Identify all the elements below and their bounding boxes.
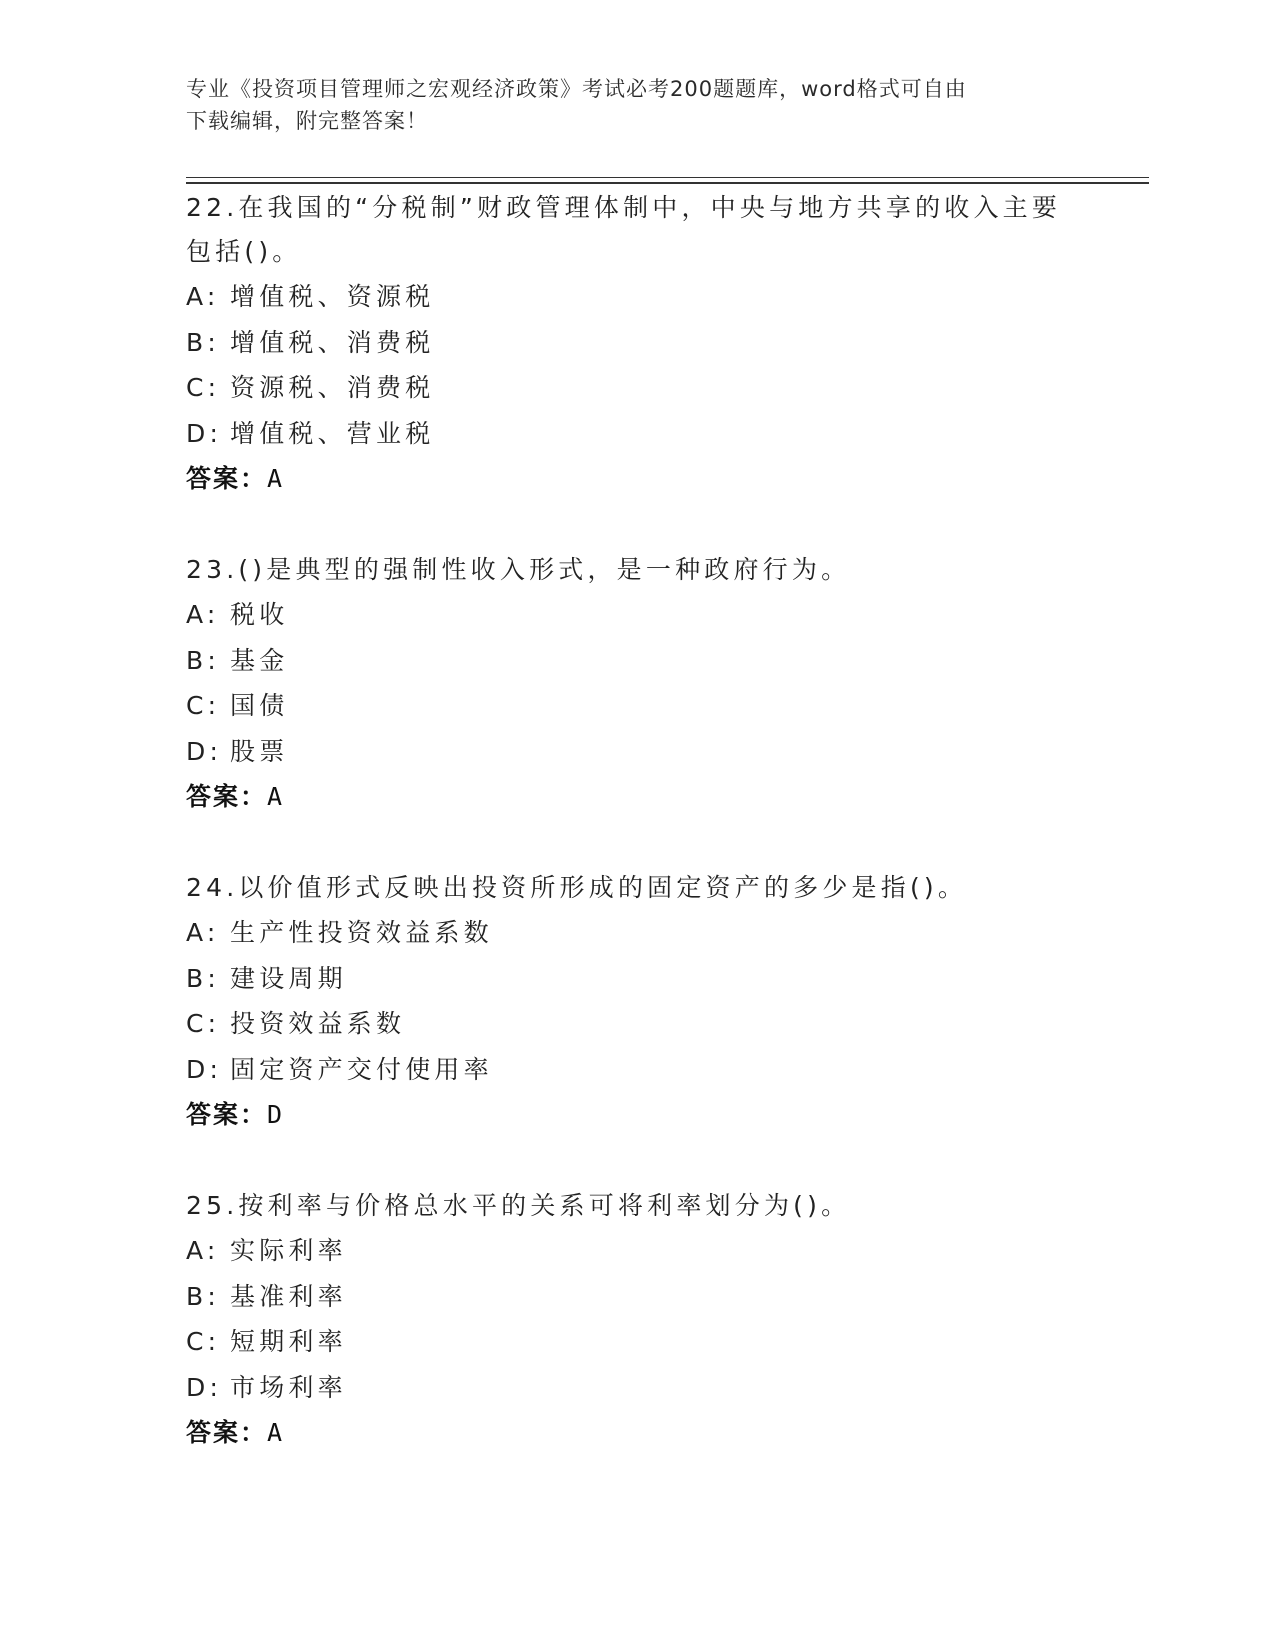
answer-label: 答案： (186, 1418, 268, 1447)
option-b (186, 320, 1086, 366)
option-a (186, 274, 1086, 320)
question-text: 22.在我国的“分税制”财政管理体制中，中央与地方共享的收入主要包括()。 (186, 193, 1062, 266)
option-letter: B: (186, 327, 220, 357)
answer-line (186, 774, 1086, 820)
option-letter: C: (186, 1327, 221, 1356)
question-23 (186, 548, 1086, 820)
answer-value: D (267, 1100, 285, 1129)
option-a (186, 910, 1086, 956)
option-text: 国债 (230, 691, 289, 720)
option-b (186, 956, 1086, 1002)
option-c (186, 1319, 1086, 1365)
answer-value: A (267, 782, 285, 811)
option-letter: B: (186, 1281, 220, 1311)
question-25 (186, 1184, 1086, 1456)
option-a (186, 1228, 1086, 1274)
option-text: 增值税、营业税 (230, 418, 435, 448)
answer-line (186, 1410, 1086, 1456)
answer-value: A (267, 464, 285, 493)
option-a (186, 592, 1086, 638)
option-letter: B: (186, 963, 220, 993)
option-letter: A: (186, 282, 220, 311)
option-b (186, 638, 1086, 684)
option-text: 基金 (230, 645, 289, 675)
question-24 (186, 866, 1086, 1138)
option-text: 资源税、消费税 (230, 373, 435, 402)
option-text: 实际利率 (230, 1236, 347, 1265)
option-text: 税收 (230, 600, 289, 629)
answer-label: 答案： (186, 782, 268, 811)
header-line-2: 下载编辑，附完整答案！ (186, 109, 428, 133)
option-text: 增值税、资源税 (230, 282, 435, 311)
option-letter: C: (186, 1009, 221, 1038)
option-text: 生产性投资效益系数 (230, 918, 493, 947)
option-text: 建设周期 (230, 963, 347, 993)
option-letter: A: (186, 918, 220, 947)
option-c (186, 365, 1086, 411)
option-letter: D: (186, 418, 223, 448)
option-d (186, 1047, 1086, 1093)
option-c (186, 1001, 1086, 1047)
option-c (186, 683, 1086, 729)
option-text: 股票 (230, 736, 289, 766)
option-letter: A: (186, 1236, 220, 1265)
option-letter: C: (186, 373, 221, 402)
document-header (186, 73, 1086, 137)
option-d (186, 729, 1086, 775)
header-divider-top (186, 177, 1149, 178)
answer-value: A (267, 1418, 285, 1447)
answer-label: 答案： (186, 464, 268, 493)
option-d (186, 411, 1086, 457)
question-22 (186, 186, 1086, 502)
option-text: 投资效益系数 (230, 1009, 406, 1038)
question-text: 25.按利率与价格总水平的关系可将利率划分为()。 (186, 1191, 851, 1220)
option-letter: B: (186, 645, 220, 675)
answer-line (186, 1092, 1086, 1138)
option-letter: A: (186, 600, 220, 629)
header-divider-bottom (186, 182, 1149, 184)
option-d (186, 1365, 1086, 1411)
option-letter: D: (186, 736, 223, 766)
header-line-1: 专业《投资项目管理师之宏观经济政策》考试必考200题题库，word格式可自由 (186, 77, 967, 101)
option-letter: D: (186, 1054, 223, 1084)
answer-label: 答案： (186, 1100, 268, 1129)
option-text: 短期利率 (230, 1327, 347, 1356)
option-letter: C: (186, 691, 221, 720)
option-text: 市场利率 (230, 1372, 347, 1402)
option-text: 增值税、消费税 (230, 327, 435, 357)
question-text: 23.()是典型的强制性收入形式，是一种政府行为。 (186, 555, 851, 584)
option-text: 基准利率 (230, 1281, 347, 1311)
option-letter: D: (186, 1372, 223, 1402)
answer-line (186, 456, 1086, 502)
question-text: 24.以价值形式反映出投资所形成的固定资产的多少是指()。 (186, 873, 968, 902)
option-text: 固定资产交付使用率 (230, 1054, 493, 1084)
option-b (186, 1274, 1086, 1320)
